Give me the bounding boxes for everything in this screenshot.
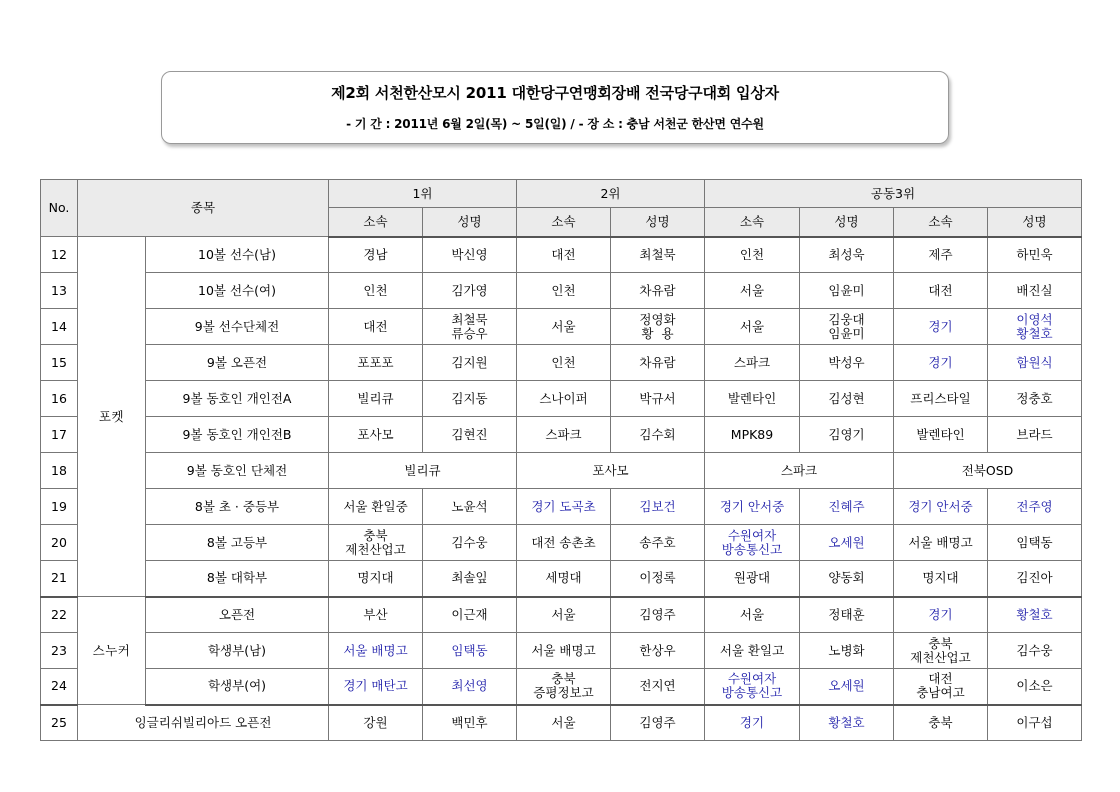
table-row — [41, 561, 1082, 597]
event-name: 10볼 선수(남) — [146, 237, 329, 273]
cell: 오세원 — [800, 525, 894, 561]
cell: 프리스타일 — [894, 381, 988, 417]
cell: 빌리큐 — [329, 381, 423, 417]
cell: 최솔잎 — [423, 561, 517, 597]
cell: 황철호 — [988, 597, 1082, 633]
table-row — [41, 453, 1082, 489]
cell: 박성우 — [800, 345, 894, 381]
cell: 서울 — [517, 705, 611, 741]
cell: 스파크 — [517, 417, 611, 453]
cell: 서울 환일고 — [705, 633, 800, 669]
cell: 경기 — [894, 345, 988, 381]
results-table — [40, 179, 1082, 741]
event-name: 8볼 대학부 — [146, 561, 329, 597]
cell: 최철묵 류승우 — [423, 309, 517, 345]
cell: 전지연 — [611, 669, 705, 705]
header-name: 성명 — [611, 208, 705, 237]
cell: 김영주 — [611, 705, 705, 741]
cell: 경기 — [894, 309, 988, 345]
cell: 하민욱 — [988, 237, 1082, 273]
event-name: 9볼 오픈전 — [146, 345, 329, 381]
header-no: No. — [41, 180, 78, 237]
cell: 임택동 — [988, 525, 1082, 561]
cell: 명지대 — [894, 561, 988, 597]
cell: 임택동 — [423, 633, 517, 669]
cell: 인천 — [705, 237, 800, 273]
row-number: 24 — [41, 669, 78, 705]
cell: 서울 배명고 — [517, 633, 611, 669]
cell: 대전 충남여고 — [894, 669, 988, 705]
event-name: 10볼 선수(여) — [146, 273, 329, 309]
header-joint-third-place: 공동3위 — [705, 180, 1082, 208]
cell: 인천 — [517, 345, 611, 381]
header-affiliation: 소속 — [517, 208, 611, 237]
header-affiliation: 소속 — [329, 208, 423, 237]
header-affiliation: 소속 — [894, 208, 988, 237]
cell: 충북 제천산업고 — [329, 525, 423, 561]
event-name: 9볼 동호인 개인전B — [146, 417, 329, 453]
cell: 발렌타인 — [894, 417, 988, 453]
team-cell: 전북OSD — [894, 453, 1082, 489]
cell: 최성욱 — [800, 237, 894, 273]
cell: MPK89 — [705, 417, 800, 453]
cell: 경기 안서중 — [894, 489, 988, 525]
cell: 포포포 — [329, 345, 423, 381]
row-number: 16 — [41, 381, 78, 417]
cell: 발렌타인 — [705, 381, 800, 417]
event-name: 8볼 초 · 중등부 — [146, 489, 329, 525]
cell: 김수웅 — [988, 633, 1082, 669]
cell: 포사모 — [329, 417, 423, 453]
event-name: 8볼 고등부 — [146, 525, 329, 561]
event-name: 오픈전 — [146, 597, 329, 633]
header-affiliation: 소속 — [705, 208, 800, 237]
table-row — [41, 705, 1082, 741]
header-name: 성명 — [800, 208, 894, 237]
cell: 김수회 — [611, 417, 705, 453]
cell: 최철묵 — [611, 237, 705, 273]
document-title: 제2회 서천한산모시 2011 대한당구연맹회장배 전국당구대회 입상자 — [331, 84, 779, 102]
table-row — [41, 417, 1082, 453]
table-row — [41, 381, 1082, 417]
team-cell: 포사모 — [517, 453, 705, 489]
header-first-place: 1위 — [329, 180, 517, 208]
cell: 노병화 — [800, 633, 894, 669]
category-snooker: 스누커 — [78, 597, 146, 705]
cell: 서울 환일중 — [329, 489, 423, 525]
table-row — [41, 525, 1082, 561]
cell: 경기 매탄고 — [329, 669, 423, 705]
cell: 김진아 — [988, 561, 1082, 597]
table-row — [41, 345, 1082, 381]
cell: 대전 — [329, 309, 423, 345]
cell: 진혜주 — [800, 489, 894, 525]
cell: 차유람 — [611, 273, 705, 309]
cell: 배진실 — [988, 273, 1082, 309]
cell: 서울 배명고 — [329, 633, 423, 669]
team-cell: 빌리큐 — [329, 453, 517, 489]
cell: 수원여자 방송통신고 — [705, 669, 800, 705]
cell: 부산 — [329, 597, 423, 633]
cell: 수원여자 방송통신고 — [705, 525, 800, 561]
cell: 김성현 — [800, 381, 894, 417]
cell: 충북 — [894, 705, 988, 741]
cell: 김보건 — [611, 489, 705, 525]
row-number: 18 — [41, 453, 78, 489]
cell: 스나이퍼 — [517, 381, 611, 417]
cell: 정충호 — [988, 381, 1082, 417]
cell: 인천 — [517, 273, 611, 309]
cell: 양동회 — [800, 561, 894, 597]
row-number: 17 — [41, 417, 78, 453]
cell: 김웅대 임윤미 — [800, 309, 894, 345]
table-row — [41, 273, 1082, 309]
cell: 서울 — [517, 309, 611, 345]
cell: 서울 — [705, 597, 800, 633]
cell: 전주영 — [988, 489, 1082, 525]
event-name: 학생부(여) — [146, 669, 329, 705]
cell: 김현진 — [423, 417, 517, 453]
team-cell: 스파크 — [705, 453, 894, 489]
event-name: 잉글리쉬빌리아드 오픈전 — [78, 705, 329, 741]
cell: 임윤미 — [800, 273, 894, 309]
table-row — [41, 633, 1082, 669]
category-pocket: 포켓 — [78, 237, 146, 597]
cell: 충북 제천산업고 — [894, 633, 988, 669]
cell: 이영석 황철호 — [988, 309, 1082, 345]
cell: 경남 — [329, 237, 423, 273]
cell: 경기 — [894, 597, 988, 633]
cell: 브라드 — [988, 417, 1082, 453]
event-name: 9볼 동호인 개인전A — [146, 381, 329, 417]
table-row — [41, 669, 1082, 705]
cell: 이근재 — [423, 597, 517, 633]
cell: 함원식 — [988, 345, 1082, 381]
cell: 서울 — [705, 273, 800, 309]
table-row — [41, 597, 1082, 633]
cell: 박신영 — [423, 237, 517, 273]
cell: 충북 증평정보고 — [517, 669, 611, 705]
cell: 황철호 — [800, 705, 894, 741]
table-row — [41, 489, 1082, 525]
cell: 인천 — [329, 273, 423, 309]
cell: 경기 — [705, 705, 800, 741]
cell: 경기 안서중 — [705, 489, 800, 525]
cell: 김가영 — [423, 273, 517, 309]
cell: 정영화 황 용 — [611, 309, 705, 345]
cell: 박규서 — [611, 381, 705, 417]
cell: 원광대 — [705, 561, 800, 597]
row-number: 21 — [41, 561, 78, 597]
cell: 서울 배명고 — [894, 525, 988, 561]
cell: 김수웅 — [423, 525, 517, 561]
cell: 최선영 — [423, 669, 517, 705]
row-number: 19 — [41, 489, 78, 525]
cell: 대전 — [894, 273, 988, 309]
cell: 김영주 — [611, 597, 705, 633]
row-number: 12 — [41, 237, 78, 273]
cell: 김지동 — [423, 381, 517, 417]
cell: 송주호 — [611, 525, 705, 561]
row-number: 15 — [41, 345, 78, 381]
row-number: 14 — [41, 309, 78, 345]
row-number: 13 — [41, 273, 78, 309]
cell: 스파크 — [705, 345, 800, 381]
event-name: 9볼 선수단체전 — [146, 309, 329, 345]
row-number: 22 — [41, 597, 78, 633]
cell: 서울 — [517, 597, 611, 633]
title-box — [161, 71, 949, 144]
cell: 한상우 — [611, 633, 705, 669]
cell: 강원 — [329, 705, 423, 741]
header-name: 성명 — [423, 208, 517, 237]
header-second-place: 2위 — [517, 180, 705, 208]
cell: 명지대 — [329, 561, 423, 597]
row-number: 23 — [41, 633, 78, 669]
cell: 세명대 — [517, 561, 611, 597]
cell: 이소은 — [988, 669, 1082, 705]
table-row — [41, 237, 1082, 273]
cell: 대전 송촌초 — [517, 525, 611, 561]
cell: 경기 도곡초 — [517, 489, 611, 525]
cell: 대전 — [517, 237, 611, 273]
row-number: 20 — [41, 525, 78, 561]
event-name: 9볼 동호인 단체전 — [146, 453, 329, 489]
cell: 차유람 — [611, 345, 705, 381]
cell: 정태훈 — [800, 597, 894, 633]
document-subtitle: - 기 간 : 2011년 6월 2일(목) ~ 5일(일) / - 장 소 : 충남 서천군 한산면 연수원 — [346, 117, 764, 131]
cell: 노윤석 — [423, 489, 517, 525]
header-row-1 — [41, 180, 1082, 208]
event-name: 학생부(남) — [146, 633, 329, 669]
cell: 백민후 — [423, 705, 517, 741]
cell: 이구섭 — [988, 705, 1082, 741]
table-row — [41, 309, 1082, 345]
row-number: 25 — [41, 705, 78, 741]
cell: 김지원 — [423, 345, 517, 381]
cell: 서울 — [705, 309, 800, 345]
header-name: 성명 — [988, 208, 1082, 237]
cell: 오세원 — [800, 669, 894, 705]
cell: 김영기 — [800, 417, 894, 453]
cell: 제주 — [894, 237, 988, 273]
cell: 이정록 — [611, 561, 705, 597]
header-event: 종목 — [78, 180, 329, 237]
